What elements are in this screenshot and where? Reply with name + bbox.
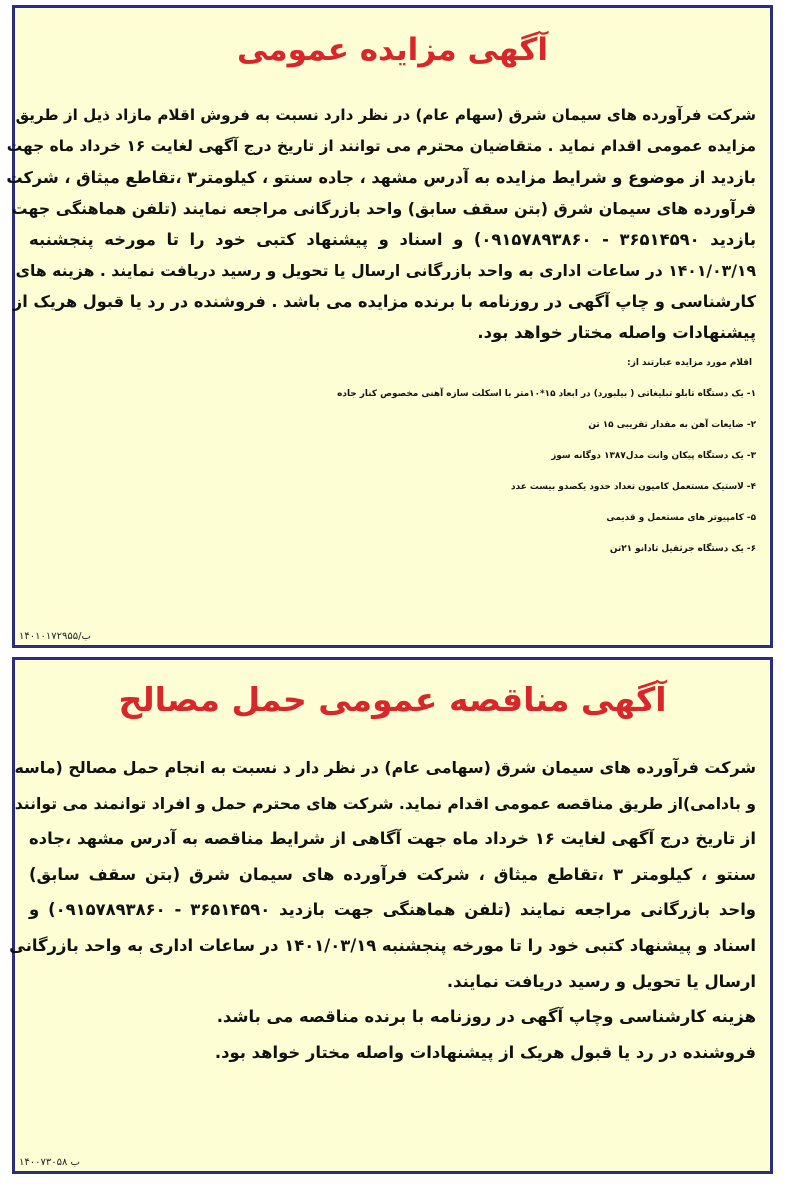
auction-item: ۴- لاستیک مستعمل کامیون تعداد حدود یکصدو بیست عدد xyxy=(511,482,756,492)
auction-text-line: بازدید ۳۶۵۱۴۵۹۰ - ۰۹۱۵۷۸۹۳۸۶۰) و اسناد و پیشنهاد کتبی خود را تا مورخه پنجشنبه xyxy=(29,230,757,249)
auction-item: ۱- یک دستگاه تابلو تبلیغاتی ( بیلبورد) در ابعاد ۱۵*۱۰متر با اسکلت سازه آهنی مخصوص کنار جاده xyxy=(337,389,756,399)
tender-text-line: شرکت فرآورده های سیمان شرق (سهامی عام) در نظر دار د نسبت به انجام حمل مصالح (ماسه xyxy=(14,758,756,777)
auction-items-list xyxy=(29,348,756,565)
auction-item: ۳- یک دستگاه پیکان وانت مدل۱۳۸۷ دوگانه سوز xyxy=(551,451,756,461)
auction-item: ۵- کامپیوتر های مستعمل و قدیمی xyxy=(606,513,756,523)
tender-text-line: سنتو ، کیلومتر ۳ ،تقاطع میثاق ، شرکت فرآورده های سیمان شرق (بتن سقف سابق) xyxy=(29,864,756,884)
auction-items-intro: اقلام مورد مزایده عبارتند از: xyxy=(627,358,752,368)
auction-title: آگهی مزایده عمومی xyxy=(237,32,548,68)
auction-body xyxy=(6,72,770,565)
tender-text-line: واحد بازرگانی مراجعه نمایند (تلفن هماهنگی جهت بازدید ۳۶۵۱۴۵۹۰ - ۰۹۱۵۷۸۹۳۸۶۰) و xyxy=(29,900,756,920)
tender-text-line: و بادامی)از طریق مناقصه عمومی اقدام نماید. شرکت های محترم حمل و افراد توانمند می توانند xyxy=(14,793,756,813)
tender-body xyxy=(9,724,770,1070)
auction-reference-code: ۱۴۰۱۰۱۷۲۹۵۵/ب xyxy=(19,631,91,642)
tender-text-line: فروشنده در رد یا قبول هریک از پیشنهادات واصله مختار خواهد بود. xyxy=(214,1042,756,1062)
auction-text-line: پیشنهادات واصله مختار خواهد بود. xyxy=(477,323,756,342)
auction-text-line: بازدید از موضوع و شرایط مزایده به آدرس مشهد ، جاده سنتو ، کیلومتر۳ ،تقاطع میثاق ، شرکت xyxy=(6,168,756,187)
auction-text-line: مزایده عمومی اقدام نماید . متقاضیان محترم می توانند از تاریخ درج آگهی لغایت ۱۶ خرداد ماه جهت xyxy=(6,137,756,155)
tender-text-line: ارسال یا تحویل و رسید دریافت نمایند. xyxy=(446,971,756,991)
auction-item: ۶- یک دستگاه جرثقیل تادانو ۲۱تن xyxy=(609,544,756,554)
tender-text-line: از تاریخ درج آگهی لغایت ۱۶ خرداد ماه جهت آگاهی از شرایط مناقصه به آدرس مشهد ،جاده xyxy=(29,829,756,849)
auction-item: ۲- ضایعات آهن به مقدار تقریبی ۱۵ تن xyxy=(588,420,756,430)
tender-text-line: اسناد و پیشنهاد کتبی خود را تا مورخه پنجشنبه ۱۴۰۱/۰۳/۱۹ در ساعات اداری به واحد بازرگانی xyxy=(9,935,756,955)
auction-text-line: ۱۴۰۱/۰۳/۱۹ در ساعات اداری به واحد بازرگانی ارسال یا تحویل و رسید دریافت نمایند . هزینه های xyxy=(15,261,756,280)
tender-notice xyxy=(9,657,773,1174)
auction-text-line: شرکت فرآورده های سیمان شرق (سهام عام) در نظر دارد نسبت به فروش اقلام مازاد ذیل از طریق xyxy=(15,106,756,124)
auction-text-line: فرآورده های سیمان شرق (بتن سقف سابق) واحد بازرگانی مراجعه نمایند (تلفن هماهنگی جهت xyxy=(11,199,756,218)
auction-notice xyxy=(6,5,773,648)
tender-text-line: هزینه کارشناسی وچاپ آگهی در روزنامه با برنده مناقصه می باشد. xyxy=(216,1007,756,1027)
tender-reference-code: ۱۴۰۰۷۳۰۵۸ ب xyxy=(19,1157,80,1168)
auction-text-line: کارشناسی و چاپ آگهی در روزنامه با برنده مزایده می باشد . فروشنده در رد یا قبول هریک از xyxy=(12,292,756,311)
tender-title: آگهی مناقصه عمومی حمل مصالح xyxy=(118,680,667,719)
